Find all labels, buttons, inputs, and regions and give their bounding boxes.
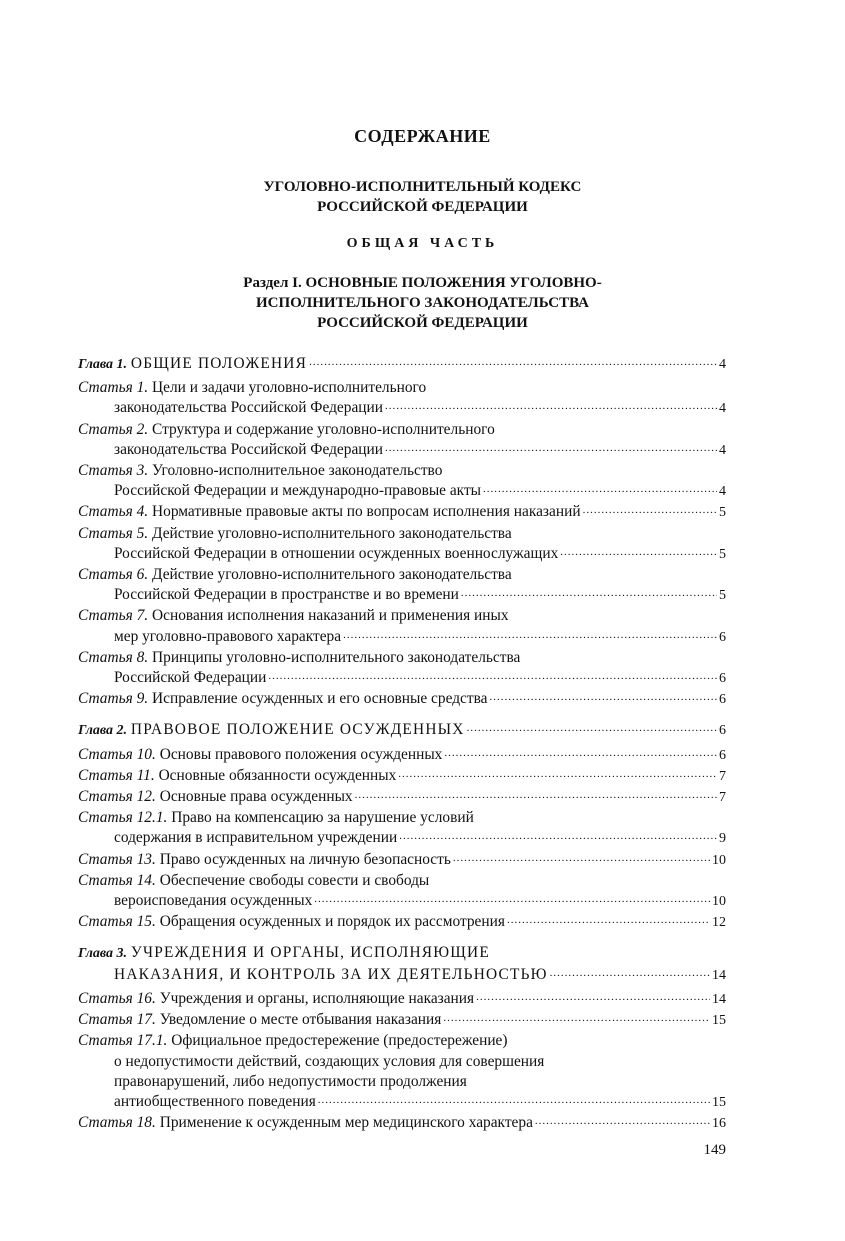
article-title: Уведомление о месте отбывания наказания [159,1011,442,1029]
chapter-3-heading[interactable] [78,943,726,985]
article-label: Статья 18. [78,1114,156,1132]
article-label: Статья 1. [78,379,149,397]
article-title: Основные права осужденных [159,788,353,806]
toc-entry-article-9[interactable] [78,689,726,710]
article-title: Действие уголовно-исполнительного законодательства [152,566,512,584]
toc-entry-article-8[interactable] [78,648,726,689]
toc-entry-article-12[interactable] [78,787,726,808]
chapter-2-heading[interactable] [78,720,726,741]
toc-entry-article-17-1[interactable] [78,1031,726,1113]
article-label: Статья 16. [78,989,156,1007]
leader-dots [268,668,717,682]
toc-entry-article-5[interactable] [78,524,726,565]
article-label: Статья 10. [78,745,156,763]
chapter-title: ОБЩИЕ ПОЛОЖЕНИЯ [130,355,308,372]
table-of-contents [78,354,726,1134]
toc-entry-article-13[interactable] [78,850,726,871]
article-title: Учреждения и органы, исполняющие наказания [159,989,475,1007]
article-title: Обращения осужденных и порядок их рассмотрения [159,913,505,931]
leader-dots [318,1092,710,1106]
article-title-cont: о недопустимости действий, создающих условия для совершения [114,1052,545,1070]
page-ref: 4 [719,442,726,458]
leader-dots [535,1113,710,1127]
leader-dots [583,502,717,516]
toc-entry-article-11[interactable] [78,766,726,787]
page-ref: 9 [719,831,726,847]
toc-entry-article-14[interactable] [78,871,726,912]
article-title: Обеспечение свободы совести и свободы [159,871,430,889]
section-title-line-3: РОССИЙСКОЙ ФЕДЕРАЦИИ [317,315,528,331]
leader-dots [343,627,717,641]
leader-dots [385,440,717,454]
article-title-cont: Российской Федерации в пространстве и во времени [114,586,459,604]
article-title: Основные обязанности осужденных [158,766,397,784]
article-label: Статья 5. [78,524,149,542]
article-label: Статья 11. [78,766,155,784]
article-label: Статья 17. [78,1011,156,1029]
leader-dots [399,828,717,842]
page-ref: 7 [719,790,726,806]
article-label: Статья 8. [78,648,149,666]
page-ref: 6 [719,723,726,739]
page-ref: 4 [719,484,726,500]
article-title-cont: законодательства Российской Федерации [114,440,383,458]
leader-dots [355,787,717,801]
article-title: Официальное предостережение (предостережение) [171,1032,508,1050]
article-title-cont: правонарушений, либо недопустимости продолжения [114,1072,467,1090]
article-title-cont: законодательства Российской Федерации [114,399,383,417]
article-title: Нормативные правовые акты по вопросам исполнения наказаний [152,503,581,521]
code-title-line-2: РОССИЙСКОЙ ФЕДЕРАЦИИ [317,199,528,215]
page-ref: 4 [719,401,726,417]
article-title-cont: вероисповедания осужденных [114,892,313,910]
leader-dots [398,766,717,780]
page-title: СОДЕРЖАНИЕ [354,126,491,146]
section-title [0,273,845,333]
section-title-line-1: Раздел I. ОСНОВНЫЕ ПОЛОЖЕНИЯ УГОЛОВНО- [243,275,602,291]
chapter-title-cont: НАКАЗАНИЯ, И КОНТРОЛЬ ЗА ИХ ДЕЯТЕЛЬНОСТЬЮ [114,965,548,983]
article-label: Статья 15. [78,913,156,931]
page-ref: 15 [712,1094,726,1110]
toc-entry-article-12-1[interactable] [78,808,726,849]
article-title-cont: антиобщественного поведения [114,1092,316,1110]
article-title-cont: содержания в исправительном учреждении [114,829,398,847]
chapter-title: ПРАВОВОЕ ПОЛОЖЕНИЕ ОСУЖДЕННЫХ [130,721,465,739]
article-title: Принципы уголовно-исполнительного законодательства [152,648,521,666]
page-ref: 5 [719,546,726,562]
article-label: Статья 7. [78,607,149,625]
leader-dots [453,850,710,864]
leader-dots [461,585,717,599]
article-title: Действие уголовно-исполнительного законодательства [152,524,512,542]
article-title: Уголовно-исполнительное законодательство [152,462,443,480]
article-title: Исправление осужденных и его основные средства [152,690,488,708]
leader-dots [467,720,717,734]
page-ref: 15 [712,1013,726,1029]
toc-entry-article-1[interactable] [78,378,726,419]
article-title: Право на компенсацию за нарушение условий [171,809,474,827]
page-ref: 5 [719,588,726,604]
page-ref: 10 [712,894,726,910]
article-label: Статья 14. [78,871,156,889]
leader-dots [444,745,717,759]
part-title: ОБЩАЯ ЧАСТЬ [346,236,499,251]
leader-dots [314,891,710,905]
article-title-cont: Российской Федерации в отношении осужденных военнослужащих [114,544,559,562]
page-ref: 4 [719,357,726,372]
article-label: Статья 2. [78,420,149,438]
leader-dots [490,689,718,703]
leader-dots [507,912,710,926]
leader-dots [560,544,717,558]
page-number: 149 [703,1142,726,1158]
article-title: Право осужденных на личную безопасность [159,850,451,868]
leader-dots [309,354,717,368]
page-ref: 6 [719,629,726,645]
article-label: Статья 13. [78,850,156,868]
page-ref: 12 [712,915,726,931]
chapter-1-heading[interactable] [78,354,726,375]
toc-entry-article-17[interactable] [78,1010,726,1031]
article-label: Статья 12.1. [78,809,168,827]
leader-dots [483,481,717,495]
page-ref: 6 [719,671,726,687]
toc-entry-article-6[interactable] [78,565,726,606]
chapter-label: Глава 3. [78,946,128,962]
toc-entry-article-15[interactable] [78,912,726,933]
chapter-label: Глава 2. [78,723,128,739]
leader-dots [476,989,710,1003]
toc-entry-article-4[interactable] [78,502,726,523]
toc-entry-article-16[interactable] [78,989,726,1010]
article-title-cont: мер уголовно-правового характера [114,627,342,645]
section-title-line-2: ИСПОЛНИТЕЛЬНОГО ЗАКОНОДАТЕЛЬСТВА [255,295,590,311]
article-title-cont: Российской Федерации и международно-правовые акты [114,482,482,500]
article-title: Применение к осужденным мер медицинского характера [159,1114,533,1132]
code-title-line-1: УГОЛОВНО-ИСПОЛНИТЕЛЬНЫЙ КОДЕКС [263,179,582,195]
toc-entry-article-3[interactable] [78,461,726,502]
page-ref: 14 [712,967,726,983]
article-label: Статья 9. [78,690,149,708]
code-title [0,177,845,217]
article-label: Статья 17.1. [78,1032,168,1050]
chapter-label: Глава 1. [78,357,128,372]
article-title: Основы правового положения осужденных [159,745,443,763]
toc-entry-article-7[interactable] [78,606,726,647]
chapter-title: УЧРЕЖДЕНИЯ И ОРГАНЫ, ИСПОЛНЯЮЩИЕ [130,944,490,962]
leader-dots [550,965,710,979]
article-title: Основания исполнения наказаний и применения иных [152,607,509,625]
article-label: Статья 12. [78,788,156,806]
toc-entry-article-2[interactable] [78,420,726,461]
page-ref: 6 [719,692,726,708]
article-label: Статья 3. [78,462,149,480]
article-title: Структура и содержание уголовно-исполнительного [152,420,495,438]
article-label: Статья 6. [78,566,149,584]
page-ref: 10 [712,852,726,868]
leader-dots [443,1010,710,1024]
page-ref: 14 [712,991,726,1007]
page-ref: 5 [719,505,726,521]
toc-entry-article-18[interactable] [78,1113,726,1134]
leader-dots [385,398,717,412]
article-title: Цели и задачи уголовно-исполнительного [152,379,427,397]
page-ref: 7 [719,768,726,784]
article-title-cont: Российской Федерации [114,669,267,687]
page-ref: 16 [712,1116,726,1132]
toc-entry-article-10[interactable] [78,745,726,766]
page-ref: 6 [719,747,726,763]
article-label: Статья 4. [78,503,149,521]
